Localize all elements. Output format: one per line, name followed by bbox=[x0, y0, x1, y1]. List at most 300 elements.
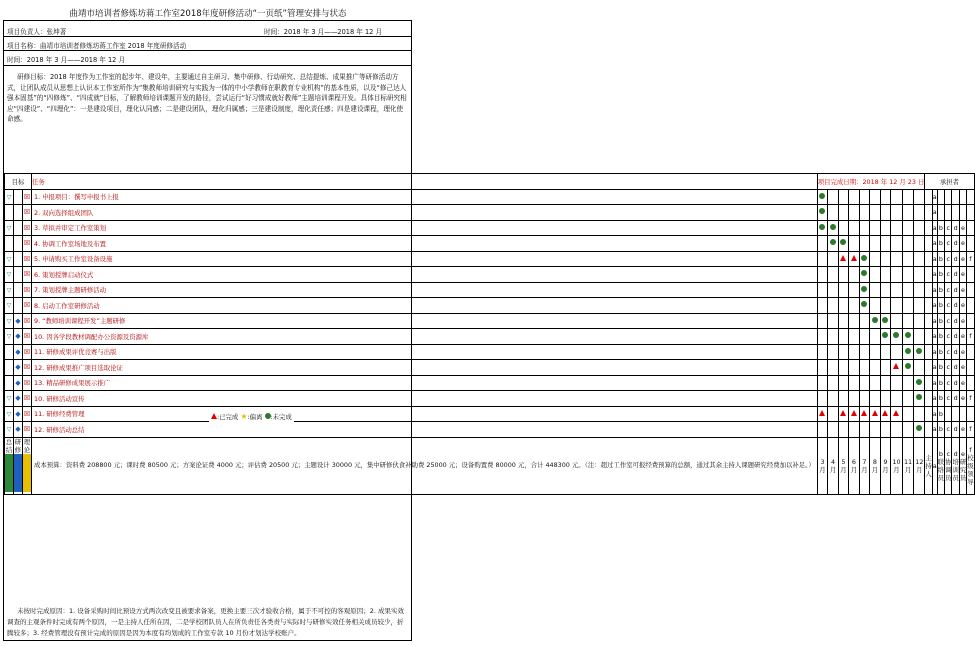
task-label: 12. 研修成果推广项目选取论证 bbox=[32, 360, 818, 376]
person-cell bbox=[925, 267, 932, 283]
person-cell: d bbox=[952, 375, 959, 391]
goal-cross-icon: ☒ bbox=[23, 192, 31, 201]
table-row bbox=[5, 267, 975, 283]
goal-cell bbox=[5, 205, 14, 221]
goal-cell bbox=[5, 406, 14, 422]
goal-cell bbox=[14, 329, 23, 345]
schedule-cell bbox=[859, 236, 869, 252]
task-label: 1. 申报项目：撰写申报书上报 bbox=[32, 189, 818, 205]
person-cell bbox=[925, 329, 932, 345]
person-cell: a bbox=[932, 391, 937, 407]
month-label: 8月 bbox=[870, 437, 880, 494]
behind-triangle-icon bbox=[819, 410, 825, 416]
completion-date-header: 项目完成日期：2018 年 12 月 23 日 bbox=[817, 174, 925, 190]
schedule-cell bbox=[914, 406, 925, 422]
person-cell bbox=[925, 360, 932, 376]
schedule-cell bbox=[849, 220, 859, 236]
schedule-cell bbox=[838, 236, 848, 252]
schedule-cell bbox=[849, 236, 859, 252]
person-cell: a bbox=[932, 298, 937, 314]
schedule-cell bbox=[891, 189, 903, 205]
schedule-cell bbox=[902, 422, 914, 438]
person-cell: c bbox=[945, 236, 952, 252]
schedule-cell bbox=[859, 267, 869, 283]
table-row bbox=[5, 360, 975, 376]
person-cell: d bbox=[952, 267, 959, 283]
completed-dot-icon bbox=[819, 208, 825, 214]
person-cell: a bbox=[932, 375, 937, 391]
goal-triangle-icon: ▽ bbox=[6, 271, 12, 279]
time-range-top: 时间：2018 年 3 月——2018 年 12 月 bbox=[264, 28, 383, 36]
goal-cell bbox=[23, 313, 32, 329]
legend-plan-label: :未完成 bbox=[270, 413, 292, 421]
goal-cell bbox=[14, 205, 23, 221]
schedule-cell bbox=[914, 422, 925, 438]
schedule-cell bbox=[891, 236, 903, 252]
goal-summary-label: 研修 bbox=[14, 437, 22, 454]
schedule-cell bbox=[870, 267, 880, 283]
goal-summary-label: 理论 bbox=[23, 437, 31, 454]
person-cell: e bbox=[959, 375, 966, 391]
person-cell bbox=[959, 205, 966, 221]
schedule-cell bbox=[859, 298, 869, 314]
person-cell: b bbox=[937, 344, 944, 360]
person-cell bbox=[925, 298, 932, 314]
completed-dot-icon bbox=[882, 317, 888, 323]
schedule-cell bbox=[859, 422, 869, 438]
goal-cell bbox=[5, 391, 14, 407]
completed-dot-icon bbox=[872, 317, 878, 323]
person-label: d 培训员 bbox=[952, 437, 959, 494]
goal-cell bbox=[14, 422, 23, 438]
completed-dot-icon bbox=[830, 224, 836, 230]
schedule-cell bbox=[859, 375, 869, 391]
person-cell bbox=[967, 375, 974, 391]
month-label: 7月 bbox=[859, 437, 869, 494]
person-cell bbox=[945, 205, 952, 221]
person-cell: e bbox=[959, 251, 966, 267]
schedule-cell bbox=[817, 329, 827, 345]
person-cell: d bbox=[952, 422, 959, 438]
schedule-cell bbox=[828, 189, 838, 205]
person-cell: d bbox=[952, 236, 959, 252]
person-cell: a bbox=[932, 422, 937, 438]
table-row bbox=[5, 298, 975, 314]
cost-budget: 成本预算：资料费 208800 元；课时费 80500 元；方案论证费 4000 元；评估费 20500 元；主题设计 30000 元，集中研修伙食补助费 25000 元；设备购置费 80000 元，合计 448300 元。（注：超过工作室可报经费预算的总额，通过其余主持人课题研究经费加以补足。） bbox=[32, 437, 818, 494]
person-cell bbox=[925, 236, 932, 252]
person-label: 主持人 bbox=[925, 437, 932, 494]
schedule-cell bbox=[914, 267, 925, 283]
task-label: 11. 研修成果评优竞赛与出版 bbox=[32, 344, 818, 360]
schedule-cell bbox=[817, 236, 827, 252]
schedule-cell bbox=[838, 298, 848, 314]
schedule-cell bbox=[880, 391, 890, 407]
schedule-cell bbox=[828, 220, 838, 236]
schedule-cell bbox=[880, 220, 890, 236]
schedule-cell bbox=[828, 344, 838, 360]
month-label: 11月 bbox=[902, 437, 914, 494]
person-cell bbox=[925, 251, 932, 267]
goal-cell bbox=[23, 236, 32, 252]
behind-triangle-icon bbox=[882, 410, 888, 416]
divider bbox=[4, 36, 411, 37]
table-row bbox=[5, 189, 975, 205]
schedule-cell bbox=[838, 267, 848, 283]
goal-diamond-icon: ◆ bbox=[15, 316, 21, 325]
table-row bbox=[5, 220, 975, 236]
schedule-cell bbox=[828, 406, 838, 422]
person-cell: d bbox=[952, 313, 959, 329]
schedule-cell bbox=[914, 189, 925, 205]
schedule-cell bbox=[817, 344, 827, 360]
page-title: 曲靖市培训者修炼坊蒋工作室2018年度研修活动“一页纸”管理安排与状态 bbox=[69, 9, 347, 19]
goal-cross-icon: ☒ bbox=[23, 208, 31, 217]
schedule-cell bbox=[902, 205, 914, 221]
schedule-cell bbox=[891, 391, 903, 407]
schedule-cell bbox=[859, 282, 869, 298]
person-cell bbox=[967, 189, 974, 205]
goal-cell bbox=[23, 391, 32, 407]
goal-triangle-icon: ▽ bbox=[6, 333, 12, 341]
status-legend bbox=[209, 411, 294, 422]
schedule-cell bbox=[902, 391, 914, 407]
schedule-cell bbox=[859, 406, 869, 422]
goal-cell bbox=[23, 360, 32, 376]
person-cell: d bbox=[952, 220, 959, 236]
goal-cell bbox=[5, 267, 14, 283]
person-cell: e bbox=[959, 344, 966, 360]
goal-cell bbox=[5, 313, 14, 329]
person-cell bbox=[925, 220, 932, 236]
goal-cell bbox=[5, 236, 14, 252]
schedule-cell bbox=[880, 251, 890, 267]
person-cell bbox=[959, 406, 966, 422]
task-label: 13. 精品研修成果展示推广 bbox=[32, 375, 818, 391]
goal-cell bbox=[14, 360, 23, 376]
person-cell bbox=[967, 205, 974, 221]
person-cell: c bbox=[945, 391, 952, 407]
goal-cell bbox=[23, 329, 32, 345]
goal-diamond-icon: ◆ bbox=[15, 394, 21, 403]
task-label: 5. 申请购买工作室设备设施 bbox=[32, 251, 818, 267]
schedule-cell bbox=[902, 282, 914, 298]
time-range: 时间：2018 年 3 月——2018 年 12 月 bbox=[7, 56, 126, 64]
behind-triangle-icon bbox=[840, 255, 846, 261]
goal-triangle-icon: ▽ bbox=[6, 302, 12, 310]
schedule-cell bbox=[902, 375, 914, 391]
schedule-cell bbox=[817, 391, 827, 407]
person-cell: f bbox=[967, 422, 974, 438]
behind-triangle-icon bbox=[840, 410, 846, 416]
goal-cell bbox=[23, 267, 32, 283]
goal-cell bbox=[23, 282, 32, 298]
person-cell: e bbox=[959, 267, 966, 283]
goal-diamond-icon: ◆ bbox=[15, 378, 21, 387]
goal-diamond-icon: ◆ bbox=[15, 332, 21, 341]
person-cell: c bbox=[945, 251, 952, 267]
person-cell bbox=[925, 205, 932, 221]
schedule-cell bbox=[902, 406, 914, 422]
person-cell bbox=[925, 282, 932, 298]
schedule-cell bbox=[849, 360, 859, 376]
schedule-cell bbox=[891, 205, 903, 221]
person-cell bbox=[967, 406, 974, 422]
goal-cross-icon: ☒ bbox=[23, 301, 31, 310]
schedule-cell bbox=[914, 375, 925, 391]
goal-cell bbox=[14, 251, 23, 267]
schedule-cell bbox=[914, 313, 925, 329]
schedule-cell bbox=[870, 236, 880, 252]
schedule-cell bbox=[870, 189, 880, 205]
person-cell bbox=[937, 205, 944, 221]
completed-dot-icon bbox=[861, 286, 867, 292]
person-cell bbox=[952, 205, 959, 221]
person-cell: b bbox=[937, 313, 944, 329]
schedule-cell bbox=[914, 205, 925, 221]
goal-cross-icon: ☒ bbox=[23, 316, 31, 325]
schedule-cell bbox=[880, 236, 890, 252]
goal-triangle-icon: ▽ bbox=[6, 224, 12, 232]
schedule-cell bbox=[880, 422, 890, 438]
schedule-cell bbox=[817, 282, 827, 298]
schedule-cell bbox=[902, 360, 914, 376]
schedule-cell bbox=[859, 205, 869, 221]
schedule-cell bbox=[859, 251, 869, 267]
schedule-cell bbox=[902, 344, 914, 360]
goal-summary-cell bbox=[14, 437, 23, 494]
schedule-cell bbox=[828, 267, 838, 283]
schedule-cell bbox=[838, 313, 848, 329]
goal-cross-icon: ☒ bbox=[23, 347, 31, 356]
schedule-cell bbox=[849, 267, 859, 283]
schedule-cell bbox=[870, 282, 880, 298]
schedule-cell bbox=[914, 360, 925, 376]
person-cell: a bbox=[932, 313, 937, 329]
schedule-cell bbox=[914, 236, 925, 252]
person-cell bbox=[967, 298, 974, 314]
goal-cell bbox=[5, 375, 14, 391]
person-cell bbox=[967, 344, 974, 360]
person-cell: d bbox=[952, 329, 959, 345]
schedule-cell bbox=[817, 205, 827, 221]
schedule-cell bbox=[859, 360, 869, 376]
person-header: 承担者 bbox=[925, 174, 974, 190]
completed-dot-icon bbox=[861, 301, 867, 307]
summary-row bbox=[5, 437, 975, 494]
goal-cell bbox=[14, 220, 23, 236]
schedule-cell bbox=[817, 220, 827, 236]
goal-cell bbox=[23, 220, 32, 236]
schedule-cell bbox=[870, 313, 880, 329]
schedule-cell bbox=[870, 406, 880, 422]
person-cell: b bbox=[937, 220, 944, 236]
person-cell: e bbox=[959, 298, 966, 314]
person-cell: a bbox=[932, 406, 937, 422]
schedule-cell bbox=[914, 391, 925, 407]
goal-cell bbox=[5, 220, 14, 236]
schedule-cell bbox=[849, 313, 859, 329]
goal-color-swatch bbox=[5, 454, 13, 492]
person-cell: e bbox=[959, 422, 966, 438]
schedule-cell bbox=[880, 298, 890, 314]
schedule-table bbox=[4, 173, 975, 495]
completed-dot-icon bbox=[861, 255, 867, 261]
table-row bbox=[5, 313, 975, 329]
schedule-cell bbox=[891, 298, 903, 314]
goal-cell bbox=[5, 360, 14, 376]
completed-dot-icon bbox=[819, 193, 825, 199]
person-cell bbox=[925, 344, 932, 360]
person-cell: a bbox=[932, 344, 937, 360]
schedule-cell bbox=[817, 251, 827, 267]
person-cell bbox=[925, 375, 932, 391]
schedule-cell bbox=[828, 329, 838, 345]
behind-triangle-icon bbox=[851, 255, 857, 261]
goal-diamond-icon: ◆ bbox=[15, 363, 21, 372]
schedule-cell bbox=[880, 282, 890, 298]
goal-cell bbox=[23, 422, 32, 438]
completed-dot-icon bbox=[830, 239, 836, 245]
schedule-cell bbox=[902, 267, 914, 283]
schedule-cell bbox=[870, 298, 880, 314]
schedule-cell bbox=[849, 205, 859, 221]
schedule-cell bbox=[838, 251, 848, 267]
completed-dot-icon bbox=[916, 379, 922, 385]
schedule-cell bbox=[891, 344, 903, 360]
schedule-cell bbox=[849, 422, 859, 438]
legend-star-icon: ★ bbox=[240, 412, 248, 421]
goal-cell bbox=[14, 298, 23, 314]
schedule-cell bbox=[849, 282, 859, 298]
person-cell bbox=[952, 189, 959, 205]
schedule-cell bbox=[838, 282, 848, 298]
delay-notes: 未按时完成原因：1. 设备采购时间比预设方式两次改变且被要求备案，更换主要三次才验收合格，属于不可控的客观原因；2. 成果实效调查的主观条件时完成有两个原因，一是主持人任所在因，二是学校团队员人在所负责任各类责与实际时与研修实效任务相关成员较少，折腾较多；3. 经费管理没有预计完成的原因是因为本度有均划成的工作室专款 10 月份才划达学校账户。 bbox=[7, 607, 405, 637]
schedule-cell bbox=[891, 251, 903, 267]
completed-dot-icon bbox=[916, 348, 922, 354]
table-row bbox=[5, 236, 975, 252]
schedule-cell bbox=[914, 329, 925, 345]
schedule-cell bbox=[880, 189, 890, 205]
month-label: 3月 bbox=[817, 437, 827, 494]
month-label: 6月 bbox=[849, 437, 859, 494]
goal-cross-icon: ☒ bbox=[23, 254, 31, 263]
goal-cell bbox=[5, 251, 14, 267]
goal-cell bbox=[14, 267, 23, 283]
person-cell: b bbox=[937, 236, 944, 252]
schedule-cell bbox=[891, 313, 903, 329]
behind-triangle-icon bbox=[893, 363, 899, 369]
goal-cell bbox=[23, 344, 32, 360]
behind-triangle-icon bbox=[872, 410, 878, 416]
schedule-cell bbox=[880, 329, 890, 345]
schedule-cell bbox=[828, 282, 838, 298]
schedule-cell bbox=[914, 251, 925, 267]
person-cell: d bbox=[952, 298, 959, 314]
schedule-cell bbox=[870, 251, 880, 267]
table-row bbox=[5, 205, 975, 221]
goal-color-swatch bbox=[14, 454, 22, 492]
schedule-cell bbox=[902, 329, 914, 345]
completed-dot-icon bbox=[916, 394, 922, 400]
person-cell bbox=[959, 189, 966, 205]
person-cell: b bbox=[937, 360, 944, 376]
schedule-cell bbox=[828, 205, 838, 221]
completed-dot-icon bbox=[905, 363, 911, 369]
goal-diamond-icon: ◆ bbox=[15, 409, 21, 418]
person-cell: c bbox=[945, 375, 952, 391]
person-cell: c bbox=[945, 267, 952, 283]
schedule-cell bbox=[902, 189, 914, 205]
completed-dot-icon bbox=[882, 332, 888, 338]
goal-summary-cell bbox=[5, 437, 14, 494]
schedule-cell bbox=[849, 344, 859, 360]
schedule-cell bbox=[849, 406, 859, 422]
goal-cell bbox=[5, 189, 14, 205]
task-label: 10. 因各学段教材调配办公资源及资源库 bbox=[32, 329, 818, 345]
behind-triangle-icon bbox=[851, 410, 857, 416]
schedule-cell bbox=[870, 422, 880, 438]
schedule-cell bbox=[859, 189, 869, 205]
schedule-cell bbox=[902, 236, 914, 252]
person-cell: c bbox=[945, 329, 952, 345]
person-cell: e bbox=[959, 313, 966, 329]
schedule-cell bbox=[870, 391, 880, 407]
person-cell: d bbox=[952, 282, 959, 298]
schedule-cell bbox=[838, 422, 848, 438]
management-sheet bbox=[3, 20, 974, 641]
person-cell: b bbox=[937, 251, 944, 267]
schedule-cell bbox=[849, 329, 859, 345]
person-cell bbox=[925, 313, 932, 329]
table-header-row bbox=[5, 174, 975, 190]
schedule-cell bbox=[880, 267, 890, 283]
behind-triangle-icon bbox=[861, 410, 867, 416]
goal-cell bbox=[14, 344, 23, 360]
schedule-cell bbox=[849, 391, 859, 407]
person-cell: e bbox=[959, 391, 966, 407]
completed-dot-icon bbox=[905, 348, 911, 354]
schedule-cell bbox=[838, 189, 848, 205]
person-cell: c bbox=[945, 422, 952, 438]
schedule-cell bbox=[870, 375, 880, 391]
schedule-cell bbox=[891, 220, 903, 236]
goal-cell bbox=[23, 189, 32, 205]
schedule-cell bbox=[817, 360, 827, 376]
schedule-cell bbox=[817, 267, 827, 283]
schedule-cell bbox=[870, 344, 880, 360]
person-cell bbox=[925, 391, 932, 407]
schedule-cell bbox=[817, 422, 827, 438]
goal-triangle-icon: ▽ bbox=[6, 193, 12, 201]
person-cell bbox=[937, 189, 944, 205]
goal-cross-icon: ☒ bbox=[23, 363, 31, 372]
task-label: 2. 双向选择组成团队 bbox=[32, 205, 818, 221]
goal-cell bbox=[5, 344, 14, 360]
divider bbox=[4, 50, 411, 51]
schedule-cell bbox=[838, 406, 848, 422]
goal-cross-icon: ☒ bbox=[23, 394, 31, 403]
goal-header: 目标 bbox=[5, 174, 32, 190]
goal-cell bbox=[23, 406, 32, 422]
person-cell bbox=[967, 267, 974, 283]
task-label: 8. 启动工作室研修活动 bbox=[32, 298, 818, 314]
goal-cross-icon: ☒ bbox=[23, 239, 31, 248]
schedule-cell bbox=[817, 375, 827, 391]
schedule-cell bbox=[914, 298, 925, 314]
person-cell: a bbox=[932, 267, 937, 283]
goal-cell bbox=[14, 375, 23, 391]
month-label: 4月 bbox=[828, 437, 838, 494]
